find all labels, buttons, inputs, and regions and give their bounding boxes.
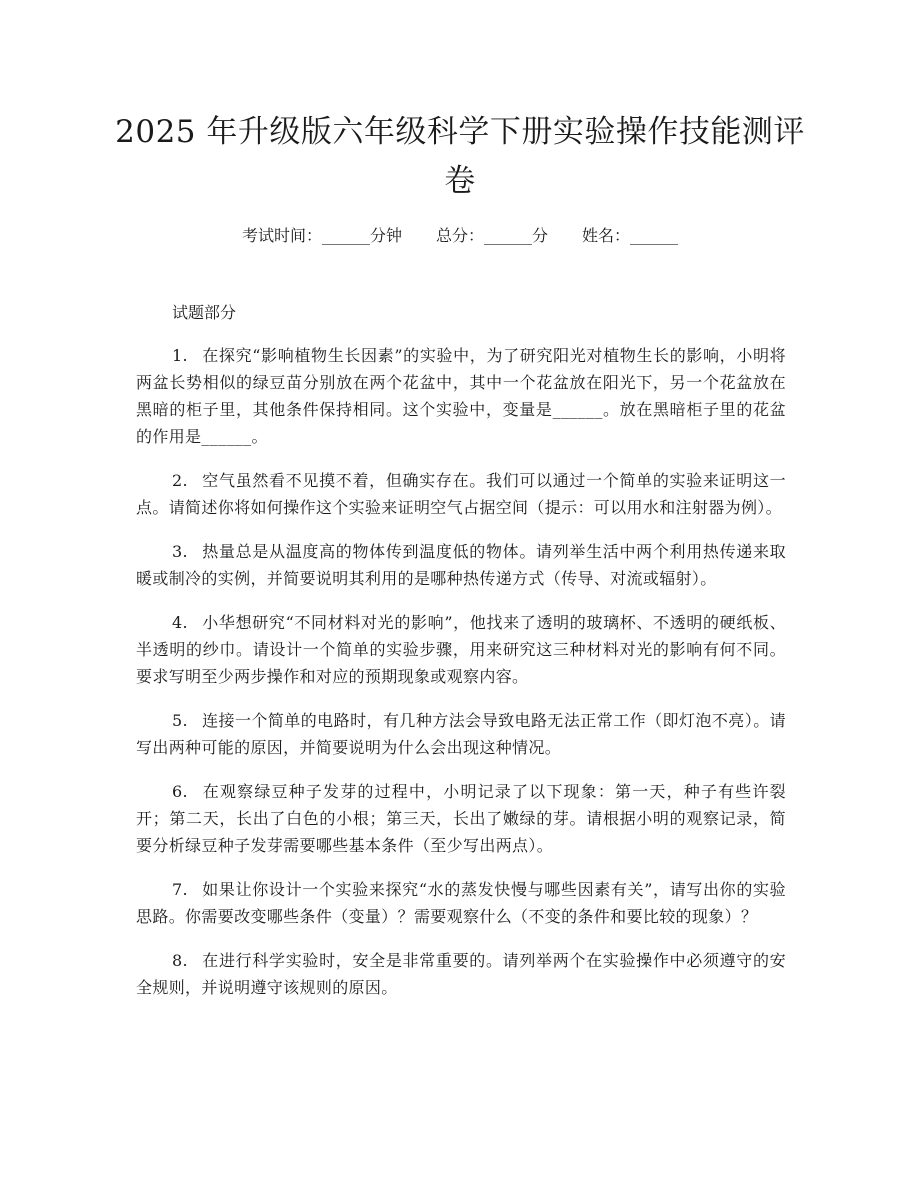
question-text: 如果让你设计一个实验来探究“水的蒸发快慢与哪些因素有关”，请写出你的实验思路。你需要改变哪些条件（变量）？需要观察什么（不变的条件和要比较的现象）？ bbox=[136, 880, 786, 926]
question-text: 在进行科学实验时，安全是非常重要的。请列举两个在实验操作中必须遵守的安全规则，并说明遵守该规则的原因。 bbox=[136, 951, 786, 997]
question-text: 连接一个简单的电路时，有几种方法会导致电路无法正常工作（即灯泡不亮）。请写出两种可能的原因，并简要说明为什么会出现这种情况。 bbox=[136, 711, 786, 757]
question-3 bbox=[136, 538, 786, 592]
question-4 bbox=[136, 609, 786, 690]
question-6 bbox=[136, 778, 786, 859]
question-2 bbox=[136, 467, 786, 521]
student-name-field: 姓名：______ bbox=[582, 226, 679, 245]
total-score-field: 总分：______分 bbox=[435, 226, 548, 245]
exam-meta-line bbox=[0, 224, 920, 248]
question-number: 8. bbox=[172, 951, 188, 970]
question-number: 2. bbox=[172, 471, 188, 490]
question-text: 小华想研究“不同材料对光的影响”，他找来了透明的玻璃杯、不透明的硬纸板、半透明的纱巾。请设计一个简单的实验步骤，用来研究这三种材料对光的影响有何不同。要求写明至少两步操作和对应的预期现象或观察内容。 bbox=[136, 613, 786, 686]
question-7 bbox=[136, 876, 786, 930]
document-title: 2025 年升级版六年级科学下册实验操作技能测评卷 bbox=[115, 114, 805, 199]
question-5 bbox=[136, 707, 786, 761]
question-8 bbox=[136, 947, 786, 1001]
question-number: 7. bbox=[172, 880, 188, 899]
question-number: 3. bbox=[172, 542, 188, 561]
question-number: 4. bbox=[172, 613, 188, 632]
section-label: 试题部分 bbox=[172, 303, 237, 322]
question-1 bbox=[136, 342, 786, 450]
question-list bbox=[136, 342, 786, 1018]
question-number: 5. bbox=[172, 711, 188, 730]
question-text: 在探究“影响植物生长因素”的实验中，为了研究阳光对植物生长的影响，小明将两盆长势相似的绿豆苗分别放在两个花盆中，其中一个花盆放在阳光下，另一个花盆放在黑暗的柜子里，其他条件保持相同。这个实验中，变量是______。放在黑暗柜子里的花盆的作用是______。 bbox=[136, 346, 786, 446]
question-text: 在观察绿豆种子发芽的过程中，小明记录了以下现象：第一天，种子有些许裂开；第二天，长出了白色的小根；第三天，长出了嫩绿的芽。请根据小明的观察记录，简要分析绿豆种子发芽需要哪些基本条件（至少写出两点）。 bbox=[136, 782, 786, 855]
question-number: 1. bbox=[172, 346, 188, 365]
question-text: 空气虽然看不见摸不着，但确实存在。我们可以通过一个简单的实验来证明这一点。请简述你将如何操作这个实验来证明空气占据空间（提示：可以用水和注射器为例）。 bbox=[136, 471, 786, 517]
question-number: 6. bbox=[172, 782, 188, 801]
question-text: 热量总是从温度高的物体传到温度低的物体。请列举生活中两个利用热传递来取暖或制冷的实例，并简要说明其利用的是哪种热传递方式（传导、对流或辐射）。 bbox=[136, 542, 786, 588]
exam-time-field: 考试时间：______分钟 bbox=[241, 226, 402, 245]
